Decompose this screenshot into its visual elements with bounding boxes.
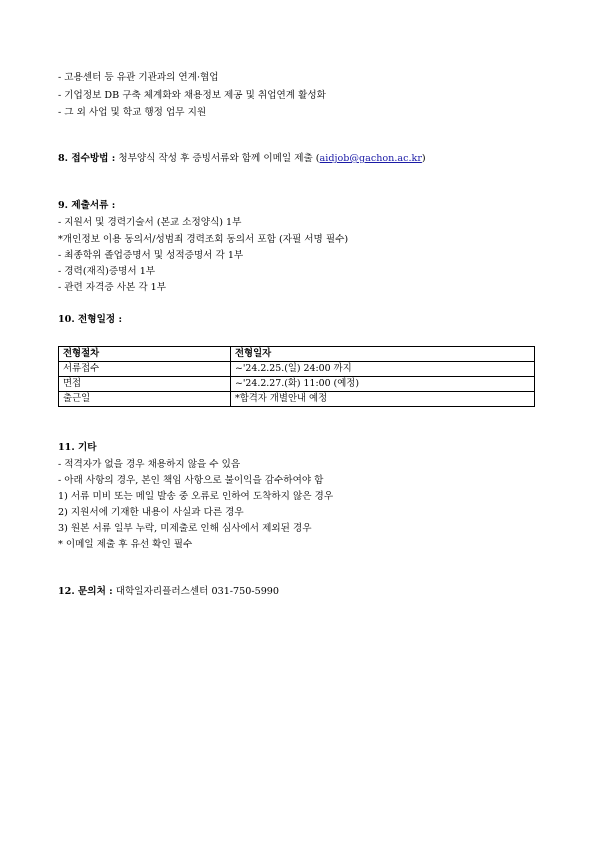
contact-email-link[interactable]: aidjob@gachon.ac.kr [319,153,422,164]
section-11-line-6: * 이메일 제출 후 유선 확인 필수 [58,539,193,550]
table-row [59,377,535,392]
intro-line-2: - 기업정보 DB 구축 체계화와 채용정보 제공 및 취업연계 활성화 [58,90,326,101]
table-header-row [59,347,535,362]
table-cell: *합격자 개별안내 예정 [231,392,535,407]
table-cell: ~'24.2.27.(화) 11:00 (예정) [231,377,535,392]
section-8-submission [58,152,426,165]
section-8-label: 8. 접수방법 : [58,153,116,164]
section-9-line-4: - 경력(재직)증명서 1부 [58,266,156,277]
section-11-line-2: - 아래 사항의 경우, 본인 책임 사항으로 불이익을 감수하여야 함 [58,475,324,486]
table-cell: 출근일 [59,392,231,407]
intro-line-1: - 고용센터 등 유관 기관과의 연계·협업 [58,72,219,83]
schedule-table [58,346,535,407]
section-12-label: 12. 문의처 : [58,586,113,597]
section-9-line-2: *개인정보 이용 동의서/성범죄 경력조회 동의서 포함 (자필 서명 필수) [58,234,349,245]
section-9-line-1: - 지원서 및 경력기술서 (본교 소정양식) 1부 [58,217,242,228]
table-cell: 면접 [59,377,231,392]
table-row [59,392,535,407]
section-11-line-1: - 적격자가 없을 경우 채용하지 않을 수 있음 [58,459,241,470]
section-9-line-5: - 관련 자격증 사본 각 1부 [58,282,167,293]
section-10-heading: 10. 전형일정 : [58,314,122,325]
table-header-cell: 전형일자 [231,347,535,362]
table-cell: 서류접수 [59,362,231,377]
section-9-line-3: - 최종학위 졸업증명서 및 성적증명서 각 1부 [58,250,244,261]
section-11-heading: 11. 기타 [58,442,97,453]
section-11-line-5: 3) 원본 서류 일부 누락, 미제출로 인해 심사에서 제외된 경우 [58,523,312,534]
section-11-line-4: 2) 지원서에 기재한 내용이 사실과 다른 경우 [58,507,244,518]
section-11-line-3: 1) 서류 미비 또는 메일 발송 중 오류로 인하여 도착하지 않은 경우 [58,491,334,502]
table-header-cell: 전형절차 [59,347,231,362]
section-9-heading: 9. 제출서류 : [58,200,116,211]
section-12-text: 대학일자리플러스센터 031-750-5990 [112,586,280,597]
section-12-contact [58,585,279,598]
intro-line-3: - 그 외 사업 및 학교 행정 업무 지원 [58,107,207,118]
table-row [59,362,535,377]
section-8-text: 청부양식 작성 후 증빙서류와 함께 이메일 제출 ( [115,153,320,164]
section-8-close: ) [421,153,426,164]
table-cell: ~'24.2.25.(일) 24:00 까지 [231,362,535,377]
